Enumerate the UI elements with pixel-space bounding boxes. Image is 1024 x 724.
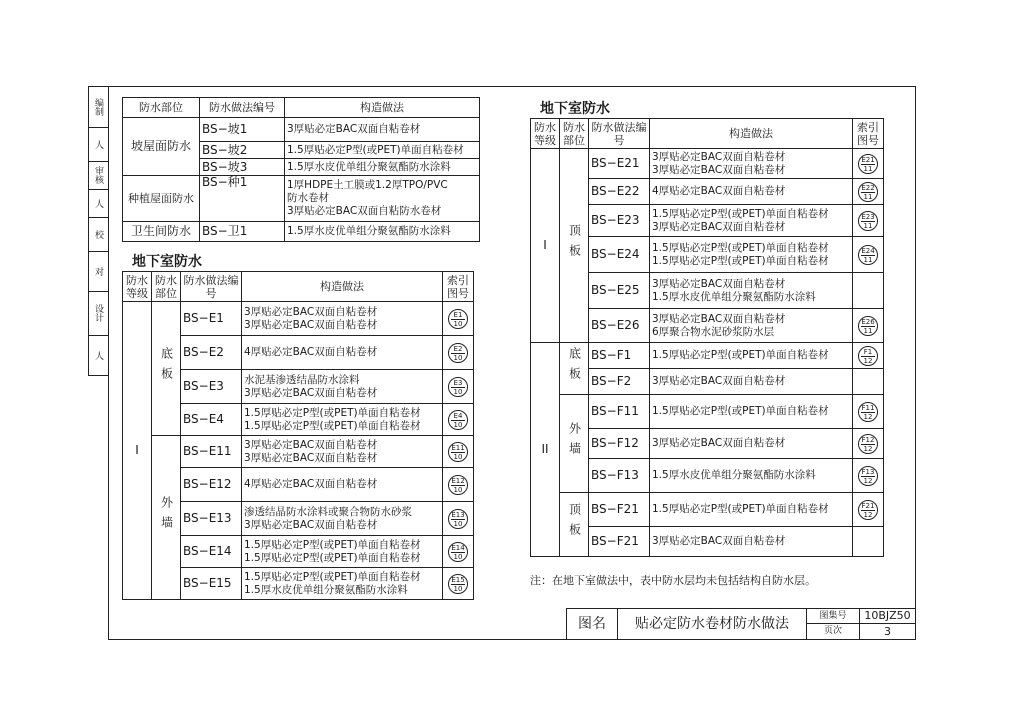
- col-header: 防水做法编号: [181, 272, 242, 302]
- detail-ref-icon: [448, 309, 468, 329]
- col-header: 构造做法: [242, 272, 443, 302]
- ref-detail: F13: [861, 467, 875, 476]
- ref-cell: [443, 436, 474, 468]
- method-line: 渗透结晶防水涂料或聚合物防水砂浆: [244, 505, 412, 518]
- ref-cell: [853, 273, 884, 309]
- col-header: 防水部位: [152, 272, 181, 302]
- col-header: 防水做法编号: [589, 119, 650, 149]
- code-cell: BS−E12: [181, 468, 242, 502]
- method-cell: [650, 429, 853, 459]
- method-cell: [650, 459, 853, 493]
- detail-ref-icon: [858, 434, 878, 454]
- col-header: 构造做法: [650, 119, 853, 149]
- code-cell: BS−E26: [589, 309, 650, 343]
- method-cell: [650, 179, 853, 205]
- method-line: 1.5厚水皮优单组分聚氨酯防水涂料: [244, 583, 408, 596]
- ref-detail: E23: [861, 212, 875, 221]
- method-line: 1.5厚贴必定P型(或PET)单面自粘卷材: [244, 551, 421, 564]
- method-cell: [650, 149, 853, 179]
- method-line: 3厚贴必定BAC双面自粘卷材: [652, 150, 786, 163]
- ref-cell: [443, 302, 474, 336]
- ref-cell: [443, 336, 474, 370]
- method-line: 1.5厚水皮优单组分聚氨酯防水涂料: [652, 469, 816, 481]
- code-cell: BS−卫1: [200, 222, 285, 242]
- ref-page: 10: [453, 452, 463, 461]
- ref-page: 10: [453, 552, 463, 561]
- drawing-title: 贴必定防水卷材防水做法: [618, 609, 807, 639]
- part-cell: [560, 493, 589, 557]
- part-cell: [560, 395, 589, 493]
- method-line: 3厚贴必定BAC双面自粘卷材: [652, 277, 786, 290]
- code-cell: BS−F1: [589, 343, 650, 369]
- footnote: 注：在地下室做法中，表中防水层均未包括结构自防水层。: [530, 574, 816, 587]
- method-line: 3厚贴必定BAC双面自粘卷材: [652, 535, 786, 547]
- ref-cell: [853, 493, 884, 527]
- ref-page: 11: [863, 164, 873, 173]
- col-header: 索引图号: [443, 272, 474, 302]
- method-cell: [650, 205, 853, 237]
- ref-detail: E21: [861, 155, 875, 164]
- method-cell: [650, 395, 853, 429]
- right-section-title: 地下室防水: [540, 101, 610, 117]
- method-cell: [242, 370, 443, 404]
- ref-detail: E3: [451, 379, 465, 388]
- left-table: [122, 271, 474, 600]
- ref-page: 12: [863, 412, 873, 421]
- detail-ref-icon: [448, 377, 468, 397]
- detail-ref-icon: [448, 509, 468, 529]
- method-cell: [285, 222, 480, 242]
- spine-cell: 校: [89, 217, 108, 252]
- ref-cell: [853, 205, 884, 237]
- method-line: 3厚贴必定BAC双面自粘卷材: [244, 518, 378, 531]
- atlas-number: 10BJZ50: [860, 609, 915, 624]
- part-label: 外墙: [567, 422, 582, 462]
- method-line: 3厚贴必定BAC双面自粘卷材: [652, 437, 786, 449]
- top-table: [122, 97, 480, 242]
- part-cell: [152, 436, 181, 600]
- detail-ref-icon: [858, 316, 878, 336]
- col-header: 防水做法编号: [200, 98, 285, 118]
- method-line: 1.5厚贴必定P型(或PET)单面自粘卷材: [652, 241, 829, 254]
- detail-ref-icon: [448, 343, 468, 363]
- part-cell: 卫生间防水: [123, 222, 200, 242]
- method-cell: [242, 468, 443, 502]
- method-line: 1.5厚水皮优单组分聚氨酯防水涂料: [287, 225, 451, 237]
- detail-ref-icon: [858, 182, 878, 202]
- ref-detail: E13: [451, 510, 465, 519]
- ref-detail: E1: [451, 311, 465, 320]
- part-cell: 坡屋面防水: [123, 118, 200, 176]
- method-cell: [285, 142, 480, 159]
- method-line: 1.5厚贴必定P型(或PET)单面自粘卷材: [244, 570, 421, 583]
- method-cell: [650, 493, 853, 527]
- code-cell: BS−F11: [589, 395, 650, 429]
- col-header: 索引图号: [853, 119, 884, 149]
- ref-cell: [853, 149, 884, 179]
- ref-page: 10: [453, 387, 463, 396]
- method-line: 1.5厚贴必定P型(或PET)单面自粘卷材: [244, 538, 421, 551]
- method-line: 1.5厚水皮优单组分聚氨酯防水涂料: [652, 290, 816, 303]
- method-line: 3厚贴必定BAC双面自粘卷材: [287, 123, 421, 135]
- ref-detail: E2: [451, 345, 465, 354]
- code-cell: BS−E24: [589, 237, 650, 273]
- method-cell: [650, 273, 853, 309]
- method-cell: [650, 527, 853, 557]
- ref-cell: [443, 370, 474, 404]
- ref-page: 10: [453, 353, 463, 362]
- ref-cell: [853, 369, 884, 395]
- ref-page: 11: [863, 255, 873, 264]
- ref-cell: [443, 568, 474, 600]
- page-number: 3: [884, 625, 891, 638]
- ref-cell: [443, 404, 474, 436]
- detail-ref-icon: [448, 410, 468, 430]
- method-line: 3厚贴必定BAC双面自粘卷材: [652, 220, 786, 233]
- part-label: 外墙: [159, 496, 174, 536]
- method-cell: [285, 159, 480, 176]
- code-cell: BS−E25: [589, 273, 650, 309]
- ref-cell: [853, 459, 884, 493]
- method-line: 1厚HDPE土工膜或1.2厚TPO/PVC: [287, 179, 448, 191]
- level-cell: I: [123, 302, 152, 600]
- detail-ref-icon: [448, 442, 468, 462]
- method-line: 1.5厚贴必定P型(或PET)单面自粘卷材: [652, 254, 829, 267]
- code-cell: BS−E23: [589, 205, 650, 237]
- method-cell: [242, 336, 443, 370]
- ref-detail: E15: [451, 575, 465, 584]
- ref-detail: E12: [451, 476, 465, 485]
- ref-cell: [443, 468, 474, 502]
- ref-cell: [853, 309, 884, 343]
- ref-detail: E26: [861, 317, 875, 326]
- method-line: 1.5厚贴必定P型(或PET)单面自粘卷材: [652, 207, 829, 220]
- method-cell: [242, 404, 443, 436]
- atlas-label: 图集号: [807, 609, 860, 624]
- method-cell: [650, 237, 853, 273]
- ref-detail: F21: [861, 501, 875, 510]
- method-line: 3厚贴必定BAC双面自粘卷材: [244, 451, 378, 464]
- code-cell: BS−F2: [589, 369, 650, 395]
- col-header: 防水等级: [531, 119, 560, 149]
- ref-detail: E22: [861, 183, 875, 192]
- code-cell: BS−E15: [181, 568, 242, 600]
- ref-detail: F11: [861, 403, 875, 412]
- method-cell: [285, 118, 480, 142]
- col-header: 防水部位: [560, 119, 589, 149]
- code-cell: BS−F13: [589, 459, 650, 493]
- detail-ref-icon: [858, 346, 878, 366]
- part-label: 底板: [567, 347, 582, 387]
- code-cell: BS−F12: [589, 429, 650, 459]
- ref-page: 12: [863, 476, 873, 485]
- spine-cell: 人: [89, 127, 108, 162]
- part-cell: [152, 302, 181, 436]
- ref-page: 11: [863, 326, 873, 335]
- detail-ref-icon: [858, 466, 878, 486]
- method-line: 3厚贴必定BAC双面自粘卷材: [244, 438, 378, 451]
- detail-ref-icon: [858, 500, 878, 520]
- code-cell: BS−E2: [181, 336, 242, 370]
- ref-page: 12: [863, 356, 873, 365]
- code-cell: BS−E11: [181, 436, 242, 468]
- method-cell: [650, 369, 853, 395]
- method-cell: [650, 309, 853, 343]
- code-cell: BS−F21: [589, 527, 650, 557]
- code-cell: BS−E22: [589, 179, 650, 205]
- method-line: 3厚贴必定BAC双面自粘防水卷材: [287, 205, 442, 217]
- method-cell: [242, 436, 443, 468]
- ref-page: 12: [863, 510, 873, 519]
- ref-detail: E4: [451, 412, 465, 421]
- ref-page: 10: [453, 485, 463, 494]
- ref-detail: E14: [451, 543, 465, 552]
- method-line: 3厚贴必定BAC双面自粘卷材: [652, 163, 786, 176]
- part-cell: [560, 343, 589, 395]
- part-label: 顶板: [567, 503, 582, 543]
- ref-page: 12: [863, 444, 873, 453]
- part-cell: [560, 149, 589, 343]
- left-section-title: 地下室防水: [132, 254, 202, 270]
- method-line: 6厚聚合物水泥砂浆防水层: [652, 325, 775, 338]
- level-cell: II: [531, 343, 560, 557]
- method-line: 水泥基渗透结晶防水涂料: [244, 373, 360, 386]
- method-cell: [242, 568, 443, 600]
- ref-cell: [853, 429, 884, 459]
- ref-detail: E11: [451, 443, 465, 452]
- ref-page: 11: [863, 221, 873, 230]
- method-line: 3厚贴必定BAC双面自粘卷材: [244, 386, 378, 399]
- method-line: 1.5厚贴必定P型(或PET)单面自粘卷材: [652, 503, 829, 515]
- ref-page: 10: [453, 420, 463, 429]
- code-cell: BS−E3: [181, 370, 242, 404]
- method-line: 1.5厚贴必定P型(或PET)单面自粘卷材: [244, 406, 421, 419]
- method-line: 1.5厚水皮优单组分聚氨酯防水涂料: [287, 160, 451, 173]
- method-line: 3厚贴必定BAC双面自粘卷材: [244, 318, 378, 331]
- detail-ref-icon: [448, 574, 468, 594]
- detail-ref-icon: [448, 542, 468, 562]
- method-line: 4厚贴必定BAC双面自粘卷材: [244, 346, 378, 358]
- method-line: 1.5厚贴必定P型(或PET)单面自粘卷材: [287, 143, 464, 156]
- method-cell: [242, 302, 443, 336]
- method-line: 4厚贴必定BAC双面自粘卷材: [652, 185, 786, 197]
- spine-cell: 审核: [89, 161, 108, 190]
- part-cell: 种植屋面防水: [123, 176, 200, 222]
- ref-page: 10: [453, 319, 463, 328]
- detail-ref-icon: [858, 211, 878, 231]
- ref-cell: [443, 536, 474, 568]
- method-cell: [650, 343, 853, 369]
- detail-ref-icon: [858, 154, 878, 174]
- ref-cell: [853, 395, 884, 429]
- method-line: 3厚贴必定BAC双面自粘卷材: [652, 375, 786, 387]
- title-block: [566, 608, 915, 639]
- ref-detail: F12: [861, 435, 875, 444]
- col-header: 防水部位: [123, 98, 200, 118]
- method-line: 1.5厚贴必定P型(或PET)单面自粘卷材: [652, 349, 829, 361]
- code-cell: BS−坡1: [200, 118, 285, 142]
- method-line: 3厚贴必定BAC双面自粘卷材: [244, 305, 378, 318]
- col-header: 防水等级: [123, 272, 152, 302]
- part-label: 底板: [159, 347, 174, 387]
- spine-cell: 设计: [89, 291, 108, 336]
- detail-ref-icon: [448, 475, 468, 495]
- ref-page: 10: [453, 584, 463, 593]
- method-cell: [285, 176, 480, 222]
- spine-cell: 人: [93, 350, 103, 360]
- ref-page: 11: [863, 192, 873, 201]
- code-cell: BS−坡2: [200, 142, 285, 159]
- code-cell: BS−E13: [181, 502, 242, 536]
- method-cell: [242, 502, 443, 536]
- ref-detail: F1: [861, 348, 875, 357]
- ref-cell: [853, 179, 884, 205]
- method-line: 3厚贴必定BAC双面自粘卷材: [652, 312, 786, 325]
- method-line: 4厚贴必定BAC双面自粘卷材: [244, 478, 378, 490]
- page-label: 页次: [807, 624, 860, 639]
- level-cell: I: [531, 149, 560, 343]
- ref-detail: E24: [861, 246, 875, 255]
- code-cell: BS−F21: [589, 493, 650, 527]
- signature-spine: [88, 86, 108, 376]
- code-cell: BS−E1: [181, 302, 242, 336]
- code-cell: BS−坡3: [200, 159, 285, 176]
- spine-cell: 编制: [89, 87, 108, 128]
- method-line: 1.5厚贴必定P型(或PET)单面自粘卷材: [244, 419, 421, 432]
- method-line: 防水卷材: [287, 192, 329, 204]
- ref-cell: [443, 502, 474, 536]
- right-table: [530, 118, 884, 557]
- code-cell: BS−种1: [200, 176, 285, 222]
- code-cell: BS−E21: [589, 149, 650, 179]
- spine-cell: 人: [89, 189, 108, 218]
- part-label: 顶板: [567, 224, 582, 264]
- method-line: 1.5厚贴必定P型(或PET)单面自粘卷材: [652, 405, 829, 417]
- detail-ref-icon: [858, 402, 878, 422]
- col-header: 构造做法: [285, 98, 480, 118]
- code-cell: BS−E14: [181, 536, 242, 568]
- detail-ref-icon: [858, 245, 878, 265]
- ref-cell: [853, 343, 884, 369]
- title-label: 图名: [567, 609, 618, 639]
- ref-page: 10: [453, 519, 463, 528]
- ref-cell: [853, 237, 884, 273]
- ref-cell: [853, 527, 884, 557]
- method-cell: [242, 536, 443, 568]
- spine-cell: 对: [89, 251, 108, 292]
- code-cell: BS−E4: [181, 404, 242, 436]
